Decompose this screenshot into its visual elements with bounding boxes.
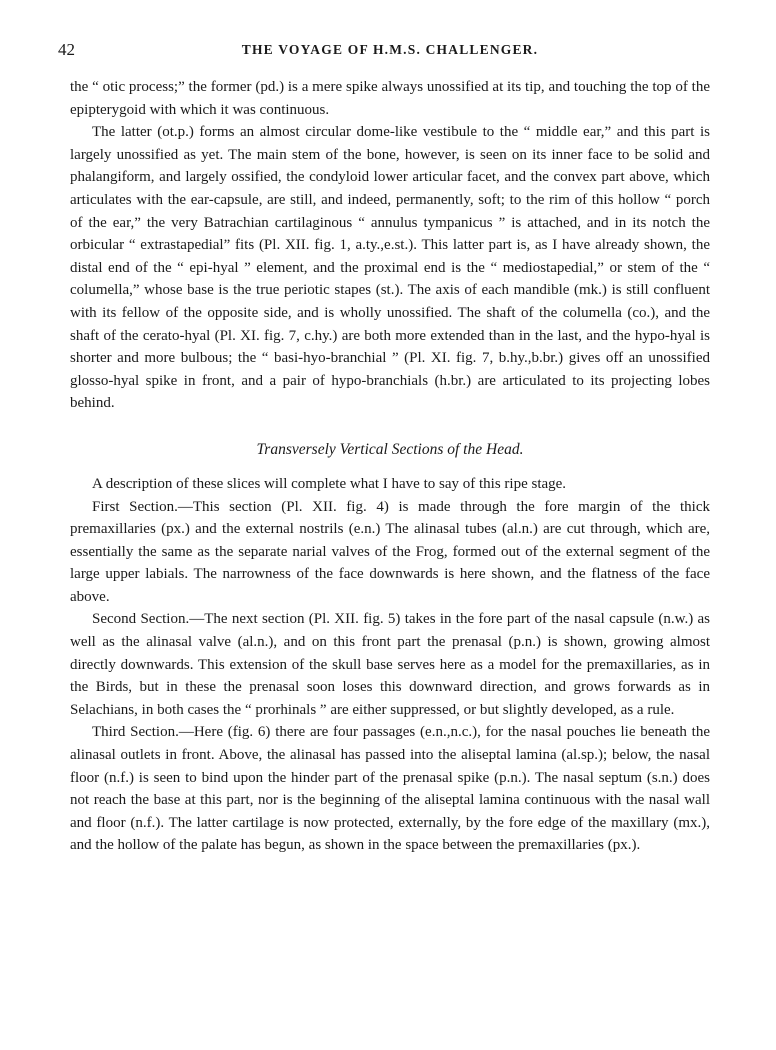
paragraph: Third Section.—Here (fig. 6) there are four passages (e.n.,n.c.), for the nasal pouches lie beneath the alinasal outlets in front. Above, the alinasal has passed into the aliseptal lamina (al.sp.); below, the nasal floor (n.f.) is seen to bind upon the hinder part of the prenasal spike (p.n.). The nasal septum (s.n.) does not reach the base at this part, nor is the beginning of the aliseptal lamina continuous with the nasal wall and floor (n.f.). The latter cartilage is now protected, externally, by the fore edge of the maxillary (mx.), and the hollow of the palate has begun, as shown in the space between the premaxillaries (px.). bbox=[70, 724, 710, 854]
running-title: THE VOYAGE OF H.M.S. CHALLENGER. bbox=[241, 42, 539, 57]
section-heading: Transversely Vertical Sections of the Head. bbox=[256, 440, 524, 458]
paragraph: First Section.—This section (Pl. XII. fig. 4) is made through the fore margin of the thick premaxillaries (px.) and the external nostrils (e.n.) The alinasal tubes (al.n.) are cut through, which are, essentially the same as the separate narial valves of the Frog, formed out of the external segment of the large upper labials. The narrowness of the face downwards is here shown, and the flatness of the face above. bbox=[70, 498, 710, 605]
page-number: 42 bbox=[58, 40, 75, 59]
paragraph: A description of these slices will complete what I have to say of this ripe stage. bbox=[92, 475, 567, 492]
paragraph: Second Section.—The next section (Pl. XII. fig. 5) takes in the fore part of the nasal capsule (n.w.) as well as the alinasal valve (al.n.), and on this front part the prenasal (p.n.) is shown, growing almost directly downwards. This extension of the skull base serves here as a model for the premaxillaries, as in the Birds, but in these the prenasal soon loses this downward direction, and grows forwards as in Selachians, in both cases the “ prorhinals ” are either suppressed, or but slightly developed, as a rule. bbox=[70, 611, 710, 718]
paragraph: the “ otic process;” the former (pd.) is a mere spike always unossified at its tip, and touching the top of the epipterygoid with which it was continuous. bbox=[70, 79, 710, 118]
paragraph: The latter (ot.p.) forms an almost circular dome-like vestibule to the “ middle ear,” and this part is largely unossified as yet. The main stem of the bone, however, is seen on its inner face to be solid and phalangiform, and largely ossified, the condyloid lower articular facet, and the convex part above, which articulates with the ear-capsule, are still, and indeed, permanently, soft; to the rim of this hollow “ porch of the ear,” the very Batrachian cartilaginous “ annulus tympanicus ” is attached, and in its notch the orbicular “ extrastapedial” fits (Pl. XII. fig. 1, a.ty.,e.st.). This latter part is, as I have already shown, the distal end of the “ epi-hyal ” element, and the proximal end is the “ mediostapedial,” or stem of the “ columella,” whose base is the true periotic stapes (st.). The axis of each mandible (mk.) is still confluent with its fellow of the opposite side, and is wholly unossified. The shaft of the columella (co.), and the shaft of the cerato-hyal (Pl. XI. fig. 7, c.hy.) are both more extended than in the last, and the hypo-hyal is shorter and more bulbous; the “ basi-hyo-branchial ” (Pl. XI. fig. 7, b.hy.,b.br.) gives off an unossified glosso-hyal spike in front, and a pair of hypo-branchials (h.br.) are articulated to its projecting lobes behind. bbox=[70, 124, 710, 412]
page-header bbox=[58, 40, 710, 62]
document-page bbox=[58, 40, 710, 857]
